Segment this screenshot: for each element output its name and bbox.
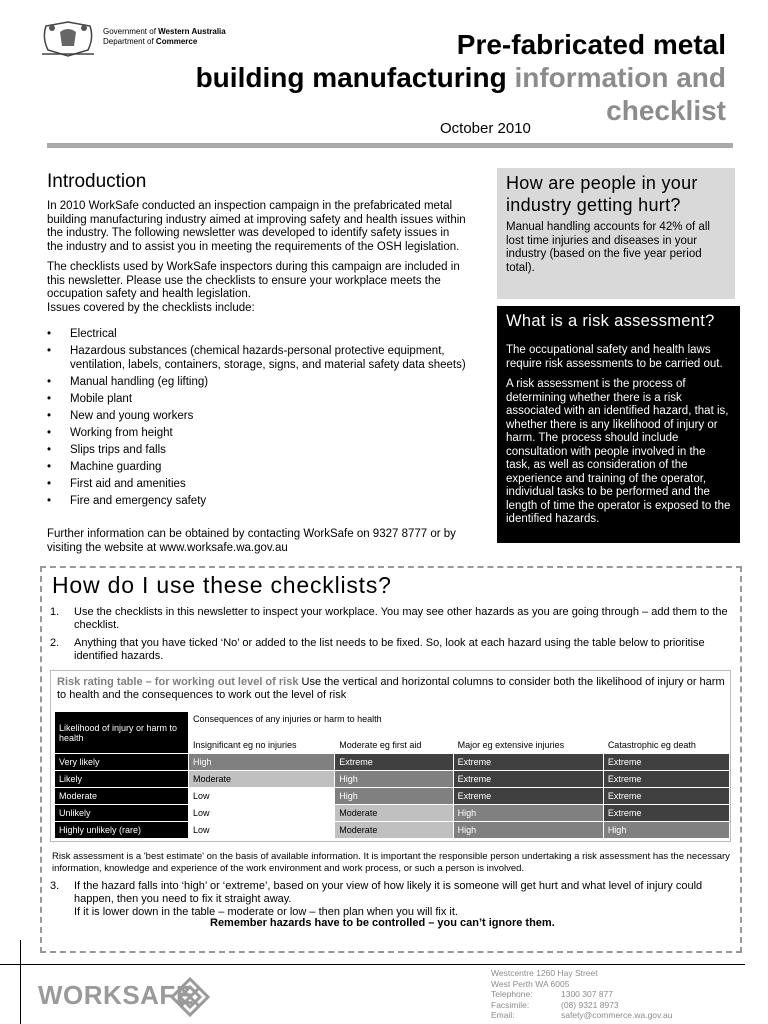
risk-rating-table [54, 711, 730, 839]
issues-lead: Issues covered by the checklists include: [47, 301, 255, 314]
likelihood-label: Moderate [55, 788, 189, 805]
risk-cell: Low [189, 805, 335, 822]
list-item: • Slips trips and falls [47, 444, 477, 458]
footer-address: Westcentre 1260 Hay Street West Perth WA 6005 [491, 968, 598, 989]
intro-heading: Introduction [47, 171, 147, 192]
further-info: Further information can be obtained by contacting WorkSafe on 9327 8777 or by visiting the website at www.worksafe.wa.gov.au [47, 528, 456, 554]
wa-government-crest-icon [38, 18, 98, 60]
risk-cell: High [335, 788, 453, 805]
remember-note: Remember hazards have to be controlled – you can’t ignore them. [210, 917, 555, 929]
table-row [55, 754, 730, 771]
risk-cell: Extreme [335, 754, 453, 771]
list-item: • New and young workers [47, 410, 477, 424]
likelihood-label: Likely [55, 771, 189, 788]
risk-cell: Moderate [335, 822, 453, 839]
column-header: Major eg extensive injuries [453, 737, 603, 754]
likelihood-label: Unlikely [55, 805, 189, 822]
risk-cell: Extreme [603, 788, 729, 805]
intro-text [47, 200, 467, 315]
risk-cell: Extreme [603, 754, 729, 771]
list-item: • First aid and amenities [47, 478, 477, 492]
column-header: Catastrophic eg death [603, 737, 729, 754]
injury-stats-heading: How are people in your industry getting hurt? [506, 173, 698, 215]
column-header: Moderate eg first aid [335, 737, 453, 754]
table-row [55, 788, 730, 805]
checklist-instructions [50, 606, 740, 668]
header-divider [47, 143, 733, 148]
risk-assessment-note: Risk assessment is a 'best estimate' on the basis of available information. It is important the responsible person undertaking a risk assessment has the necessary information, knowledge and experience of the work environment and work process, or such a person is involved. [52, 851, 730, 874]
email-link[interactable]: safety@commerce.wa.gov.au [561, 1010, 673, 1020]
footer-divider [0, 964, 745, 965]
checklist-instruction-3: 3. If the hazard falls into ‘high’ or ‘extreme’, based on your view of how likely it is someone will get hurt and what level of injury could happen, then you need to fix it straight away. If it is lower down in the table – moderate or low – then plan when you will fix it. [50, 880, 703, 918]
issues-list [47, 328, 477, 512]
column-header: Insignificant eg no injuries [189, 737, 335, 754]
injury-stats-text: Manual handling accounts for 42% of all lost time injuries and diseases in your industry (based on the five year period total). [506, 221, 710, 274]
risk-cell: Extreme [603, 771, 729, 788]
list-item: • Machine guarding [47, 461, 477, 475]
intro-para-1: In 2010 WorkSafe conducted an inspection campaign in the prefabricated metal building manufacturing industry aimed at improving safety and health issues within the industry. The following newsletter was developed to identify safety issues in the industry and to assist you in meeting the requirements of the OSH legislation. [47, 200, 466, 253]
likelihood-header: Likelihood of injury or harm to health [55, 712, 189, 754]
risk-cell: Moderate [335, 805, 453, 822]
risk-cell: High [189, 754, 335, 771]
risk-cell: High [603, 822, 729, 839]
list-item: • Fire and emergency safety [47, 495, 477, 509]
page-title: Pre-fabricated metal building manufacturing information and checklist [195, 29, 726, 126]
telephone-number: 1300 307 877 [561, 989, 613, 999]
risk-cell: Moderate [189, 771, 335, 788]
consequences-header: Consequences of any injuries or harm to health [189, 712, 730, 737]
risk-assessment-box [497, 306, 740, 543]
fax-number: (08) 9321 8973 [561, 999, 619, 1010]
department-name: Government of Western Australia Department of Commerce [103, 27, 226, 46]
risk-cell: High [453, 822, 603, 839]
risk-table-caption: Risk rating table – for working out level of risk Use the vertical and horizontal columns to consider both the likelihood of injury or harm to health and the consequences to work out the level of risk [57, 676, 725, 701]
list-item: 2. Anything that you have ticked ‘No’ or added to the list needs to be fixed. So, look at each hazard using the table below to prioritise identified hazards. [50, 637, 705, 662]
risk-assessment-para-1: The occupational safety and health laws require risk assessments to be carried out. [506, 344, 723, 370]
risk-cell: High [453, 805, 603, 822]
risk-cell: Low [189, 822, 335, 839]
list-item: • Electrical [47, 328, 477, 342]
list-item: • Manual handling (eg lifting) [47, 376, 477, 390]
table-row [55, 805, 730, 822]
list-item: 1. Use the checklists in this newsletter to inspect your workplace. You may see other hazards as you are going through – add them to the checklist. [50, 606, 728, 631]
worksafe-logo-icon [168, 976, 212, 1018]
list-item: • Mobile plant [47, 393, 477, 407]
list-item: • Working from height [47, 427, 477, 441]
risk-cell: Low [189, 788, 335, 805]
table-row [55, 771, 730, 788]
risk-cell: Extreme [603, 805, 729, 822]
risk-cell: Extreme [453, 754, 603, 771]
worksafe-logo-text: WORKSAFE [38, 980, 194, 1010]
table-row [55, 822, 730, 839]
crop-mark [20, 940, 21, 1024]
intro-para-2: The checklists used by WorkSafe inspectors during this campaign are included in this newsletter. Please use the checklists to ensure your workplace meets the occupation safety and health legislation. [47, 261, 460, 300]
risk-assessment-para-2: A risk assessment is the process of determining whether there is a risk associated with an identified hazard, that is, whether there is any likelihood of injury or harm. The process should include consultation with people involved in the task, as well as consideration of the experience and training of the operator, individual tasks to be performed and the length of time the operator is exposed to the identified hazards. [506, 378, 731, 525]
checklist-heading: How do I use these checklists? [52, 572, 392, 598]
risk-cell: High [335, 771, 453, 788]
likelihood-label: Very likely [55, 754, 189, 771]
injury-stats-box [497, 168, 735, 299]
publication-date: October 2010 [440, 120, 531, 137]
risk-cell: Extreme [453, 788, 603, 805]
risk-assessment-heading: What is a risk assessment? [506, 312, 715, 330]
likelihood-label: Highly unlikely (rare) [55, 822, 189, 839]
list-item: • Hazardous substances (chemical hazards-personal protective equipment, ventilation, labels, containers, storage, signs, and material safety data sheets) [47, 345, 477, 372]
footer-contact: Telephone: 1300 307 877 Facsimile: (08) 9321 8973 Email: safety@commerce.wa.gov.au [491, 989, 673, 1020]
risk-cell: Extreme [453, 771, 603, 788]
